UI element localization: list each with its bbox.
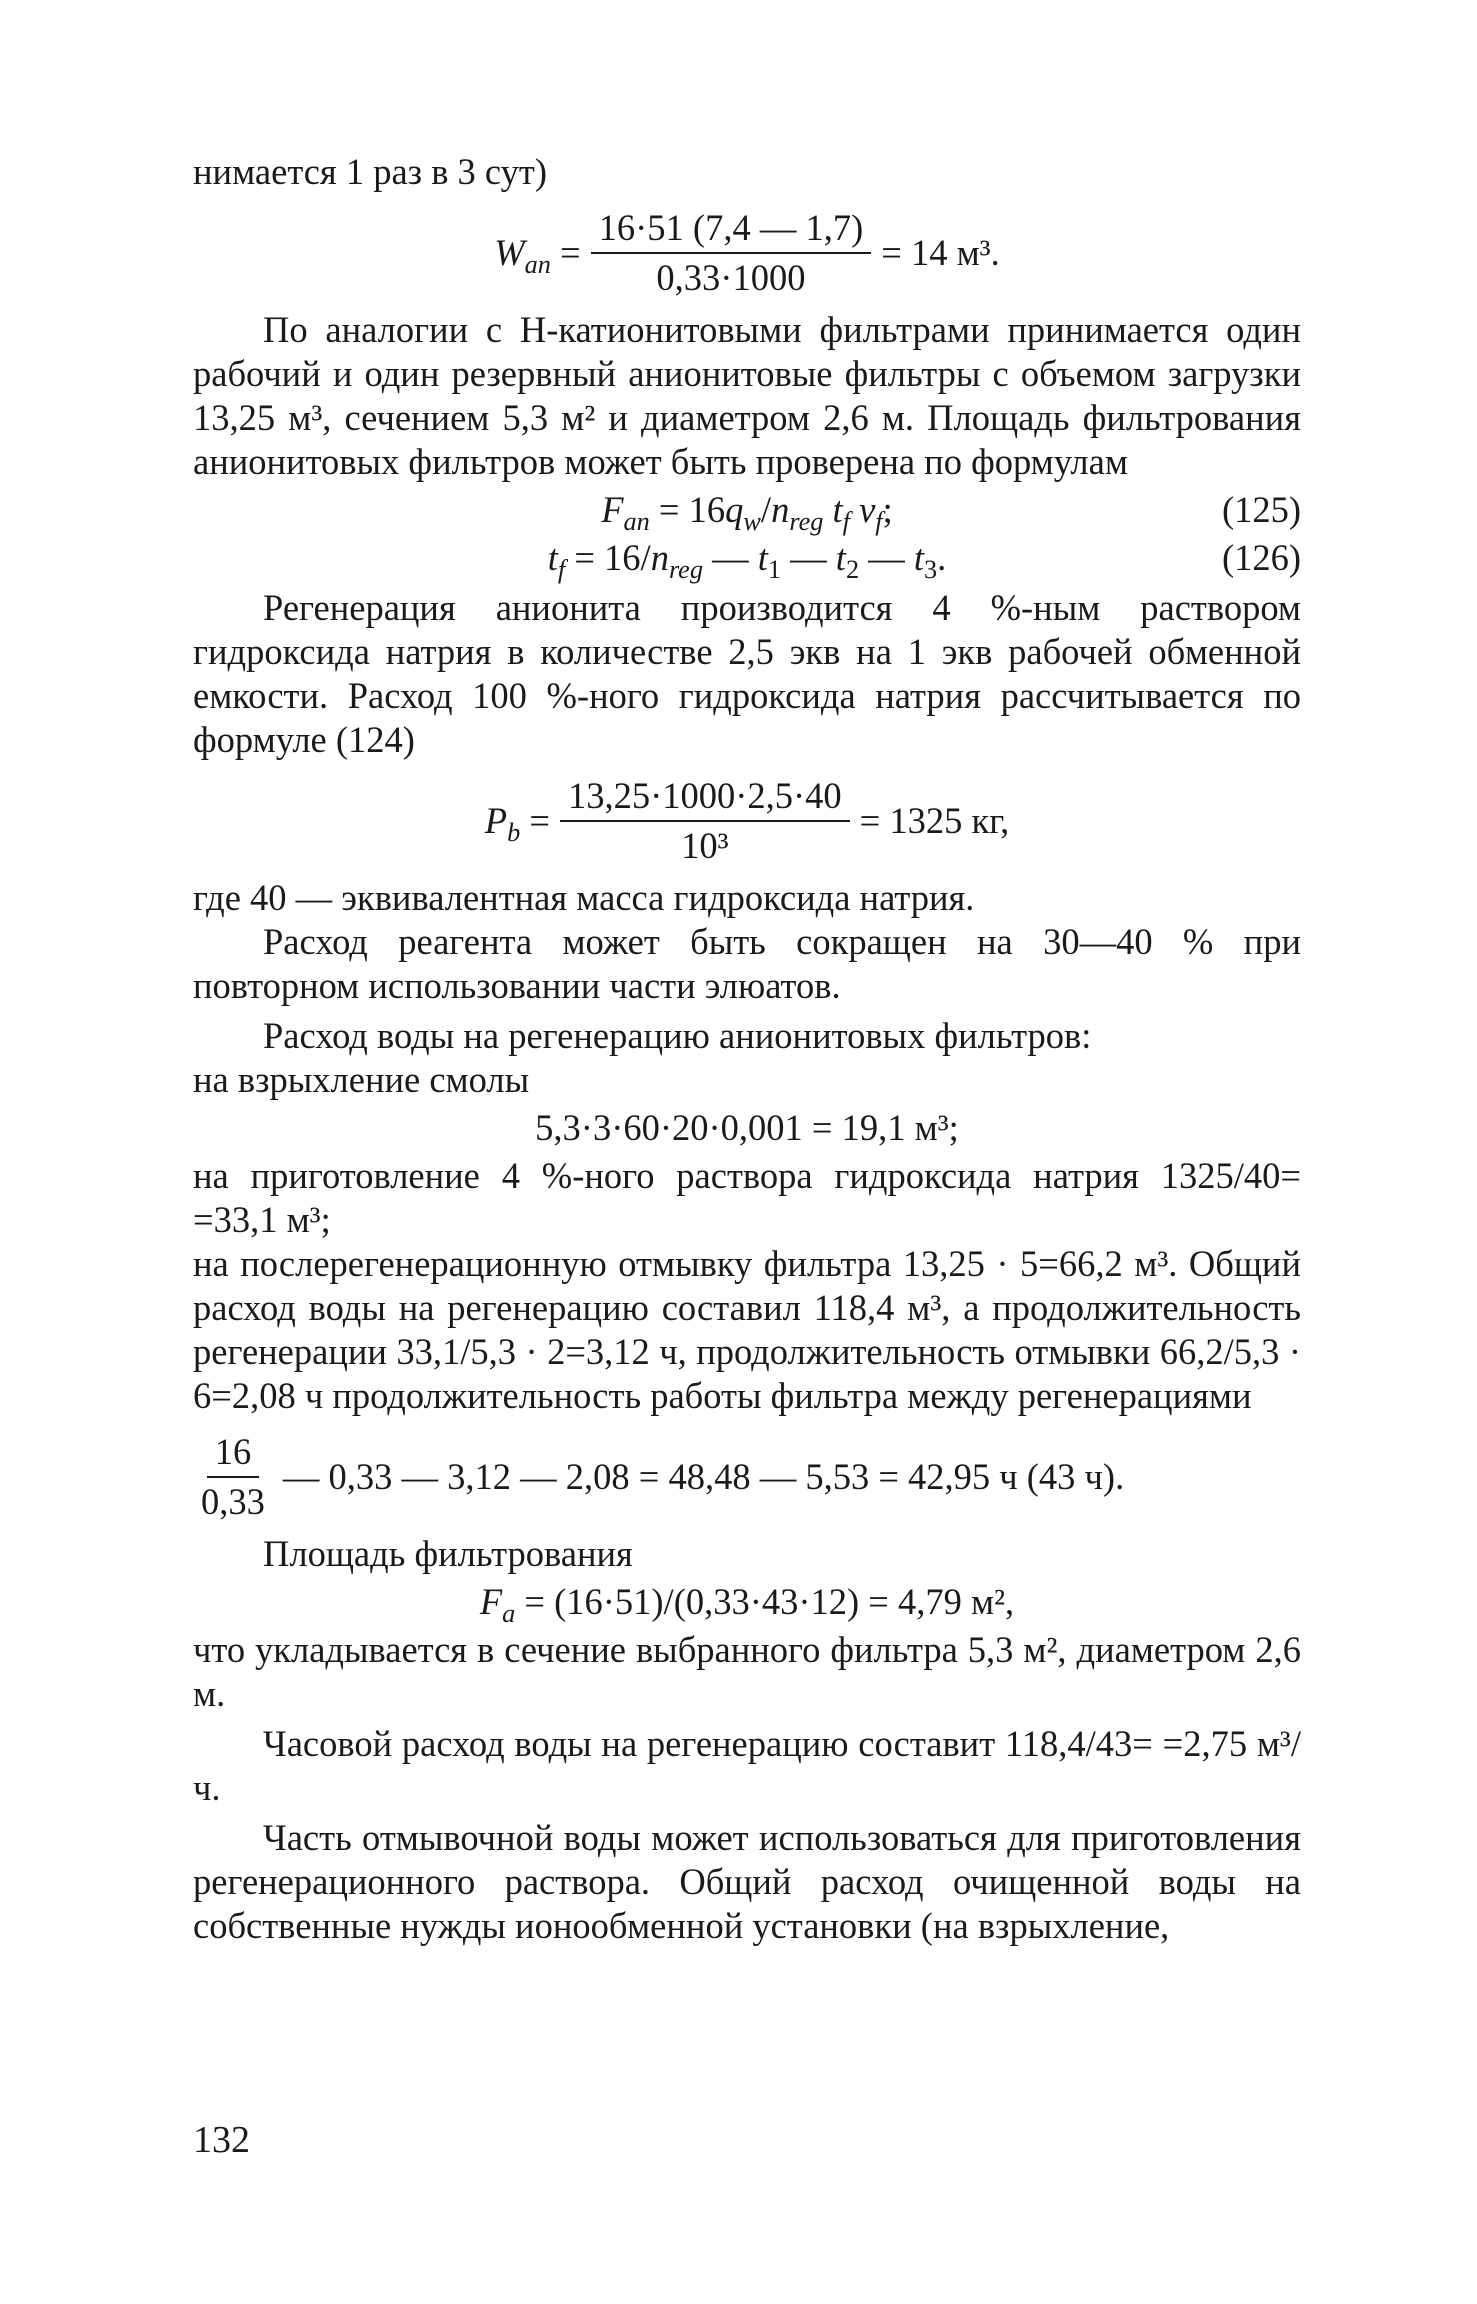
paragraph: По аналогии с Н-катионитовыми фильтрами принимается один рабочий и один резервный анионитовые фильтры с объемом загрузки 13,25 м³, сечением 5,3 м² и диаметром 2,6 м. Площадь фильтрования анионитовых фильтров может быть проверена по формулам <box>193 309 1301 482</box>
formula-result: = 14 м³. <box>881 232 1000 273</box>
text-line: где 40 — эквивалентная масса гидроксида натрия. <box>193 877 975 918</box>
page-number: 132 <box>193 2119 250 2161</box>
formula-result: — 0,33 — 3,12 — 2,08 = 48,48 — 5,53 = 42,95 ч (43 ч). <box>282 1456 1125 1497</box>
formula-126: $t_f = 16/n_{reg}$ — $t_1$ — $t_2$ — $t_3$. (126) <box>547 537 1301 584</box>
formula-loosening: 5,3·3·60·20·0,001 = 19,1 м³; <box>535 1107 959 1148</box>
text-line: нимается 1 раз в 3 сут) <box>193 151 548 192</box>
formula-symbol: W <box>494 232 525 273</box>
formula-p-b: $P_b$ = $\frac{13,25\cdot 1000\cdot 2,5\cdot 40}{\text{10³}}$ = 1325 кг, <box>484 775 1010 866</box>
formula-symbol: P <box>484 800 508 841</box>
paragraph: на послерегенерационную отмывку фильтра 13,25 · 5=66,2 м³. Общий расход воды на регенерацию составил 118,4 м³, а продолжительность регенерации 33,1/5,3 · 2=3,12 ч, продолжительность отмывки 66,2/5,3 · 6=2,08 ч продолжительность работы фильтра между регенерациями <box>193 1243 1301 1416</box>
page-body <box>193 150 1301 1948</box>
fraction <box>591 208 872 298</box>
fraction-numerator: 13,25·1000·2,5·40 <box>560 776 850 822</box>
formula-subscript: an <box>524 249 551 279</box>
formula-w-an: $W_{an}$ = $\frac{16\cdot 51 (7,4 — 1,7)}{0,33\cdot 1000}$ = 14 м³. <box>494 207 1000 298</box>
paragraph: Часовой расход воды на регенерацию составит 118,4/43= =2,75 м³/ч. <box>193 1723 1301 1808</box>
fraction-numerator: 16·51 (7,4 — 1,7) <box>591 208 872 254</box>
formula-f-a: $F_a = (16\cdot 51)/(0,33\cdot 43\cdot 12) = 4,79$ м², <box>479 1581 1015 1628</box>
paragraph: Площадь фильтрования <box>263 1533 633 1574</box>
fraction-denominator: 0,33 <box>201 1481 265 1522</box>
fraction-denominator: 0,33·1000 <box>656 257 806 298</box>
text-line: на взрыхление смолы <box>193 1059 530 1100</box>
formula-operation-time <box>193 1432 1301 1522</box>
formula-subscript: b <box>507 817 521 847</box>
paragraph: Часть отмывочной воды может использоваться для приготовления регенерационного раствора. Общий расход очищенной воды на собственные нужды ионообменной установки (на взрыхление, <box>193 1817 1301 1946</box>
paragraph: Регенерация анионита производится 4 %-ным раствором гидроксида натрия в количестве 2,5 экв на 1 экв рабочей обменной емкости. Расход 100 %-ного гидроксида натрия рассчитывается по формуле (124) <box>193 587 1301 760</box>
equation-number: (126) <box>1221 537 1301 578</box>
formula-result: = 1325 кг, <box>859 800 1010 841</box>
paragraph: на приготовление 4 %-ного раствора гидроксида натрия 1325/40= =33,1 м³; <box>193 1155 1301 1240</box>
equation-number: (125) <box>1221 489 1301 530</box>
fraction-denominator: 10³ <box>681 825 729 866</box>
formula-125: $F_{an} = 16q_w/n_{reg}$ $t_f$ $v_f$; (125) <box>601 489 1301 536</box>
fraction-numerator: 16 <box>207 1432 260 1478</box>
fraction <box>560 776 850 866</box>
fraction <box>193 1432 273 1522</box>
paragraph: Расход воды на регенерацию анионитовых фильтров: <box>263 1015 1092 1056</box>
paragraph: Расход реагента может быть сокращен на 30—40 % при повторном использовании части элюатов. <box>193 921 1301 1006</box>
paragraph: что укладывается в сечение выбранного фильтра 5,3 м², диаметром 2,6 м. <box>193 1629 1301 1714</box>
